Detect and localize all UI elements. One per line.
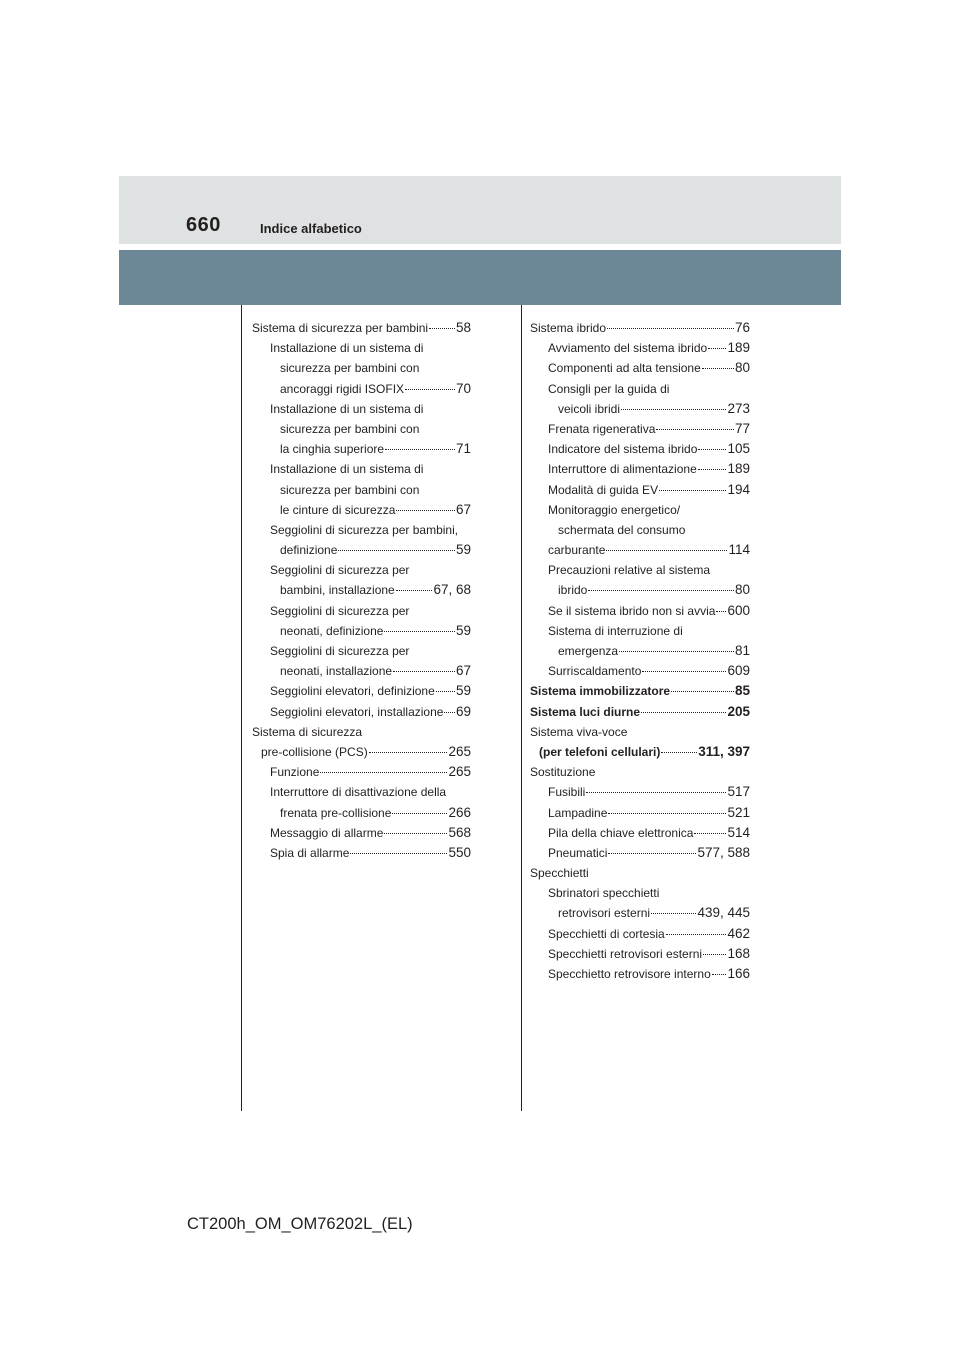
dot-leader: [607, 327, 734, 329]
index-entry-text: Sbrinatori specchietti: [548, 886, 660, 901]
index-entry: [530, 903, 750, 923]
index-entry-page: 67: [455, 501, 471, 517]
index-entry-text: carburante: [548, 543, 606, 558]
index-entry-text: neonati, installazione: [280, 664, 393, 679]
index-entry-text: Installazione di un sistema di: [270, 462, 424, 477]
index-entry-text: Seggiolini elevatori, definizione: [270, 684, 435, 699]
index-entry: [530, 863, 750, 883]
index-entry: [530, 944, 750, 964]
index-entry: [530, 823, 750, 843]
index-entry: [530, 379, 750, 399]
index-entry-page: 70: [455, 380, 471, 396]
index-entry: [252, 399, 471, 419]
index-entry-text: Specchietti: [530, 866, 589, 881]
index-entry: [530, 883, 750, 903]
header-bar: [119, 250, 841, 305]
index-entry: [530, 399, 750, 419]
index-entry-text: Installazione di un sistema di: [270, 341, 424, 356]
dot-leader: [671, 690, 734, 692]
index-entry: [252, 722, 471, 742]
index-entry-text: Surriscaldamento: [548, 664, 642, 679]
index-entry: [530, 540, 750, 560]
index-entry: [530, 702, 750, 722]
index-entry: [530, 722, 750, 742]
index-entry: [530, 560, 750, 580]
index-entry-text: emergenza: [558, 644, 619, 658]
index-entry-page: 265: [448, 764, 471, 780]
index-entry-text: Funzione: [270, 765, 320, 780]
index-entry-text: Sistema ibrido: [530, 321, 607, 335]
index-entry-text: Sistema immobilizzatore: [530, 684, 671, 699]
index-entry-page: 462: [727, 925, 750, 941]
dot-leader: [429, 327, 455, 329]
index-entry-text: veicoli ibridi: [558, 401, 621, 416]
dot-leader: [338, 549, 455, 551]
index-entry: [530, 419, 750, 439]
index-entry: [252, 823, 471, 843]
index-entry-text: Messaggio di allarme: [270, 825, 384, 840]
index-entry-text: bambini, installazione: [280, 583, 395, 598]
index-entry: [252, 681, 471, 701]
dot-leader: [436, 690, 455, 692]
index-entry-page: 76: [734, 320, 750, 335]
index-entry-page: 114: [728, 542, 750, 558]
index-entry-page: 67, 68: [433, 582, 471, 598]
index-entry-text: Seggiolini di sicurezza per bambini,: [270, 522, 459, 537]
index-entry: [530, 742, 750, 762]
index-entry-text: Avviamento del sistema ibrido: [548, 341, 708, 356]
index-entry-text: Frenata rigenerativa: [548, 421, 656, 436]
index-entry-page: 568: [448, 824, 471, 840]
index-column-right: [530, 318, 750, 984]
index-entry-text: Seggiolini elevatori, installazione: [270, 704, 444, 719]
index-entry-page: 311, 397: [698, 743, 750, 759]
index-entry-page: 59: [455, 542, 471, 558]
index-entry-page: 265: [448, 743, 471, 759]
index-entry: [252, 379, 471, 399]
index-entry: [252, 500, 471, 520]
index-entry-page: 59: [455, 622, 471, 638]
column-divider-rule: [521, 305, 522, 1111]
index-entry: [252, 742, 471, 762]
index-entry-text: Seggiolini di sicurezza per: [270, 563, 410, 578]
index-entry-page: 517: [727, 784, 750, 800]
index-entry-text: Monitoraggio energetico/: [548, 502, 681, 517]
index-entry-text: Modalità di guida EV: [548, 482, 659, 497]
index-entry: [252, 601, 471, 621]
index-entry-page: 85: [734, 683, 750, 699]
index-entry-text: pre-collisione (PCS): [261, 744, 368, 759]
index-entry-text: Spia di allarme: [270, 845, 350, 860]
index-entry: [252, 439, 471, 459]
index-entry: [252, 419, 471, 439]
section-title: Indice alfabetico: [260, 221, 362, 236]
document-code: CT200h_OM_OM76202L_(EL): [187, 1215, 413, 1233]
left-margin-rule: [241, 305, 242, 1111]
index-entry-page: 168: [727, 945, 750, 961]
index-entry: [252, 358, 471, 378]
index-entry-page: 273: [727, 400, 750, 416]
dot-leader: [666, 933, 727, 935]
index-entry: [530, 358, 750, 378]
index-entry: [530, 500, 750, 520]
index-entry: [530, 520, 750, 540]
index-entry-text: Installazione di un sistema di: [270, 401, 424, 416]
index-entry: [252, 459, 471, 479]
index-entry-page: 189: [727, 340, 750, 356]
index-entry-page: 439, 445: [697, 905, 750, 921]
index-entry-text: Specchietto retrovisore interno: [548, 967, 711, 981]
index-entry-page: 58: [455, 320, 471, 335]
dot-leader: [703, 953, 726, 955]
index-entry-page: 77: [734, 420, 750, 436]
index-entry-page: 514: [727, 824, 750, 840]
index-entry-text: schermata del consumo: [558, 522, 686, 537]
index-entry-text: Indicatore del sistema ibrido: [548, 442, 698, 457]
dot-leader: [659, 489, 726, 491]
index-entry-text: Interruttore di disattivazione della: [270, 785, 447, 800]
index-entry-text: Specchietti retrovisori esterni: [548, 946, 703, 961]
dot-leader: [586, 791, 726, 793]
index-entry-text: Sistema di sicurezza: [252, 724, 363, 739]
index-entry-text: Interruttore di alimentazione: [548, 462, 697, 477]
index-entry-text: Pila della chiave elettronica: [548, 825, 694, 840]
index-entry: [252, 560, 471, 580]
index-entry-text: Specchietti di cortesia: [548, 926, 665, 941]
index-entry: [530, 580, 750, 600]
index-entry: [252, 762, 471, 782]
index-entry: [530, 338, 750, 358]
index-entry: [252, 803, 471, 823]
index-entry-text: Componenti ad alta tensione: [548, 361, 701, 376]
dot-leader: [698, 448, 726, 450]
index-entry-page: 81: [734, 643, 750, 658]
index-entry-page: 194: [727, 481, 750, 497]
index-entry: [252, 318, 471, 338]
index-entry: [530, 762, 750, 782]
index-entry-text: definizione: [280, 543, 338, 558]
index-entry-page: 577, 588: [697, 844, 750, 860]
index-entry-text: Sistema di interruzione di: [548, 623, 683, 638]
index-entry: [252, 843, 471, 863]
index-entry: [252, 641, 471, 661]
index-entry-page: 550: [448, 844, 471, 860]
index-entry-page: 80: [734, 582, 750, 598]
index-entry: [530, 439, 750, 459]
index-entry: [530, 601, 750, 621]
dot-leader: [396, 589, 433, 591]
dot-leader: [320, 771, 447, 773]
index-entry-text: neonati, definizione: [280, 623, 384, 638]
index-entry-page: 67: [455, 663, 471, 679]
index-entry: [530, 621, 750, 641]
index-entry-text: Lampadine: [548, 805, 608, 820]
dot-leader: [702, 367, 734, 369]
dot-leader: [694, 832, 726, 834]
dot-leader: [384, 630, 455, 632]
index-entry-page: 105: [727, 441, 750, 457]
index-entry-text: le cinture di sicurezza: [280, 502, 396, 517]
index-entry: [530, 964, 750, 984]
dot-leader: [661, 751, 697, 753]
dot-leader: [393, 670, 455, 672]
dot-leader: [651, 912, 696, 914]
index-entry: [252, 540, 471, 560]
dot-leader: [712, 973, 727, 975]
dot-leader: [384, 832, 447, 834]
dot-leader: [392, 812, 447, 814]
index-entry: [252, 580, 471, 600]
index-entry-text: ancoraggi rigidi ISOFIX: [280, 381, 405, 396]
dot-leader: [698, 468, 727, 470]
index-entry: [530, 803, 750, 823]
index-entry-text: sicurezza per bambini con: [280, 421, 420, 436]
dot-leader: [641, 711, 726, 713]
index-entry: [530, 641, 750, 661]
dot-leader: [350, 852, 447, 854]
index-entry-page: 266: [448, 804, 471, 820]
index-entry-page: 80: [734, 360, 750, 376]
index-entry: [252, 480, 471, 500]
index-entry-text: Pneumatici: [548, 845, 608, 860]
index-entry-text: frenata pre-collisione: [280, 805, 392, 820]
index-entry: [252, 782, 471, 802]
dot-leader: [405, 388, 455, 390]
index-entry: [252, 702, 471, 722]
index-column-left: [252, 318, 471, 863]
index-entry: [530, 681, 750, 701]
index-entry-text: Sistema luci diurne: [530, 704, 641, 719]
index-entry: [530, 782, 750, 802]
index-entry-page: 600: [727, 602, 750, 618]
dot-leader: [444, 711, 455, 713]
dot-leader: [708, 347, 726, 349]
index-entry-page: 69: [455, 703, 471, 719]
index-entry-text: (per telefoni cellulari): [539, 744, 661, 759]
index-entry: [530, 843, 750, 863]
index-entry-page: 609: [727, 663, 750, 679]
index-entry-page: 189: [727, 461, 750, 477]
index-entry: [252, 661, 471, 681]
index-entry: [252, 338, 471, 358]
index-entry: [530, 318, 750, 338]
index-entry-text: Sistema di sicurezza per bambini: [252, 321, 429, 335]
index-entry-text: Seggiolini di sicurezza per: [270, 644, 410, 658]
index-entry-text: la cinghia superiore: [280, 442, 385, 457]
index-entry-text: Seggiolini di sicurezza per: [270, 603, 410, 618]
index-entry-page: 205: [727, 703, 750, 719]
index-entry: [530, 459, 750, 479]
dot-leader: [608, 852, 696, 854]
dot-leader: [369, 751, 448, 753]
index-entry-page: 59: [455, 683, 471, 699]
dot-leader: [385, 448, 455, 450]
dot-leader: [621, 408, 726, 410]
index-entry-text: retrovisori esterni: [558, 906, 651, 921]
index-entry-text: Sistema viva-voce: [530, 724, 628, 739]
index-entry: [252, 520, 471, 540]
index-entry-text: Precauzioni relative al sistema: [548, 563, 711, 578]
index-entry-page: 71: [455, 441, 471, 457]
dot-leader: [656, 428, 734, 430]
header-band: [119, 176, 841, 244]
index-entry: [252, 621, 471, 641]
index-entry-page: 521: [727, 804, 750, 820]
index-entry-text: Consigli per la guida di: [548, 381, 670, 396]
dot-leader: [396, 509, 455, 511]
dot-leader: [608, 812, 726, 814]
dot-leader: [588, 589, 734, 591]
index-entry: [530, 480, 750, 500]
dot-leader: [606, 549, 727, 551]
index-entry-text: sicurezza per bambini con: [280, 361, 420, 376]
dot-leader: [716, 610, 726, 612]
index-entry-page: 166: [727, 966, 750, 981]
index-entry: [530, 924, 750, 944]
index-entry-text: ibrido: [558, 583, 588, 598]
index-entry-text: Se il sistema ibrido non si avvia: [548, 603, 716, 618]
index-entry-text: sicurezza per bambini con: [280, 482, 420, 497]
page-number: 660: [186, 214, 221, 236]
dot-leader: [619, 650, 734, 652]
dot-leader: [642, 670, 726, 672]
index-entry: [530, 661, 750, 681]
index-entry-text: Fusibili: [548, 785, 586, 800]
index-entry-text: Sostituzione: [530, 765, 596, 780]
